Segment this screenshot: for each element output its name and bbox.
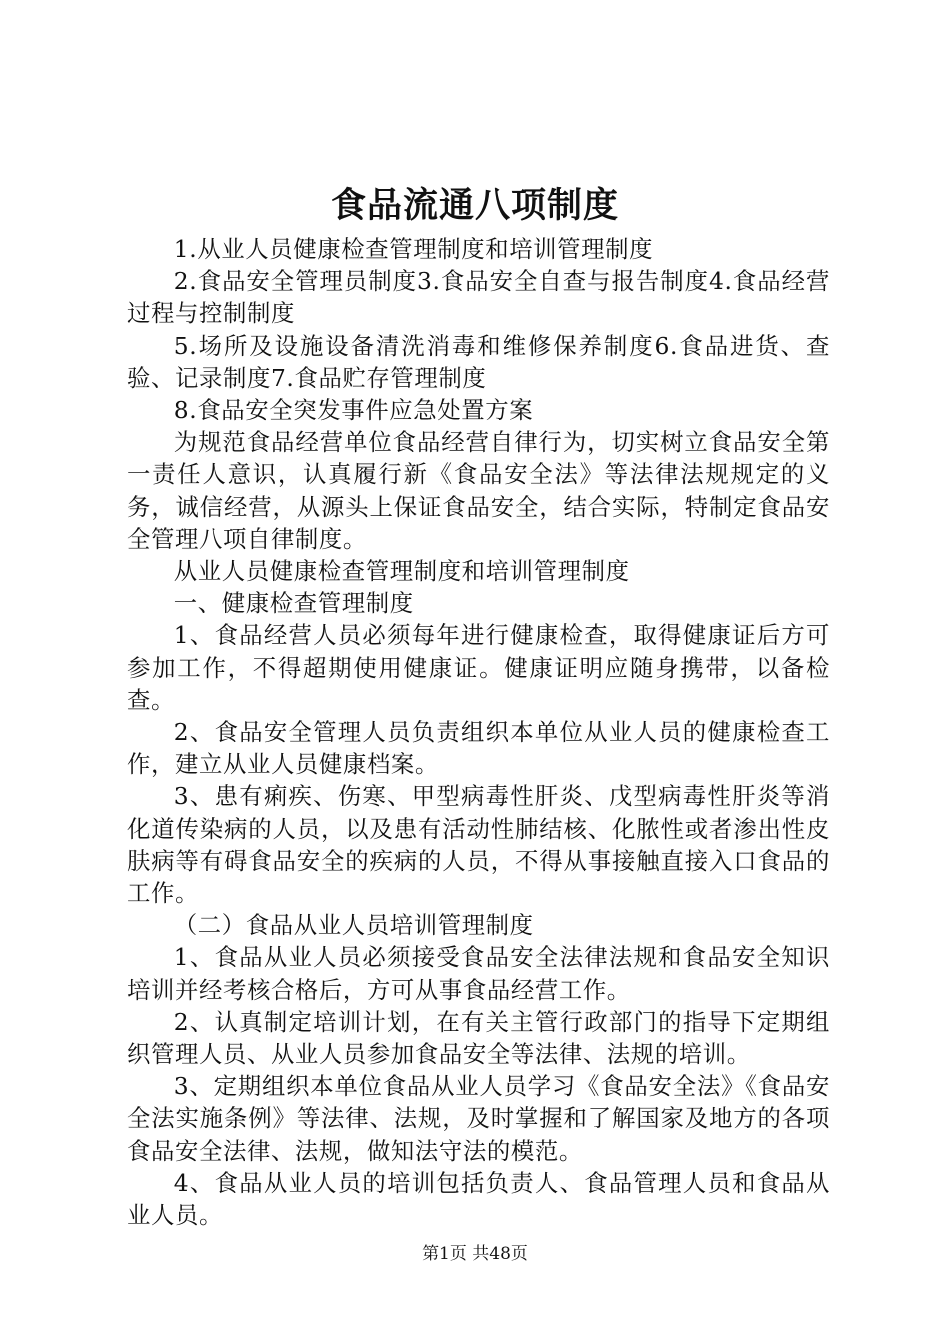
paragraph: 1、食品经营人员必须每年进行健康检查，取得健康证后方可参加工作，不得超期使用健康证。健康证明应随身携带，以备检查。 <box>127 621 830 714</box>
paragraph: 为规范食品经营单位食品经营自律行为，切实树立食品安全第一责任人意识，认真履行新《食品安全法》等法律法规规定的义务，诚信经营，从源头上保证食品安全，结合实际，特制定食品安全管理八项自律制度。 <box>127 428 830 553</box>
paragraph: 从业人员健康检查管理制度和培训管理制度 <box>173 557 630 586</box>
paragraph: 2、认真制定培训计划，在有关主管行政部门的指导下定期组织管理人员、从业人员参加食品安全等法律、法规的培训。 <box>127 1007 830 1069</box>
paragraph: 3、定期组织本单位食品从业人员学习《食品安全法》《食品安全法实施条例》等法律、法规，及时掌握和了解国家及地方的各项食品安全法律、法规，做知法守法的模范。 <box>127 1072 830 1165</box>
paragraph: 3、患有痢疾、伤寒、甲型病毒性肝炎、戊型病毒性肝炎等消化道传染病的人员，以及患有活动性肺结核、化脓性或者渗出性皮肤病等有碍食品安全的疾病的人员，不得从事接触直接入口食品的工作。 <box>127 782 830 908</box>
paragraph: 8.食品安全突发事件应急处置方案 <box>173 396 534 425</box>
paragraph: 一、健康检查管理制度 <box>173 589 414 618</box>
paragraph: （二）食品从业人员培训管理制度 <box>173 911 534 940</box>
paragraph: 1.从业人员健康检查管理制度和培训管理制度 <box>173 235 654 263</box>
paragraph: 2、食品安全管理人员负责组织本单位从业人员的健康检查工作，建立从业人员健康档案。 <box>127 718 830 779</box>
paragraph: 5.场所及设施设备清洗消毒和维修保养制度6.食品进货、查验、记录制度7.食品贮存管理制度 <box>127 331 830 392</box>
document-body <box>127 233 830 1231</box>
document-title: 食品流通八项制度 <box>330 185 619 226</box>
page-footer: 第1页 共48页 <box>422 1244 528 1264</box>
paragraph: 2.食品安全管理员制度3.食品安全自查与报告制度4.食品经营过程与控制制度 <box>127 267 830 328</box>
paragraph: 4、食品从业人员的培训包括负责人、食品管理人员和食品从业人员。 <box>127 1168 830 1230</box>
paragraph: 1、食品从业人员必须接受食品安全法律法规和食品安全知识培训并经考核合格后，方可从事食品经营工作。 <box>127 943 830 1004</box>
